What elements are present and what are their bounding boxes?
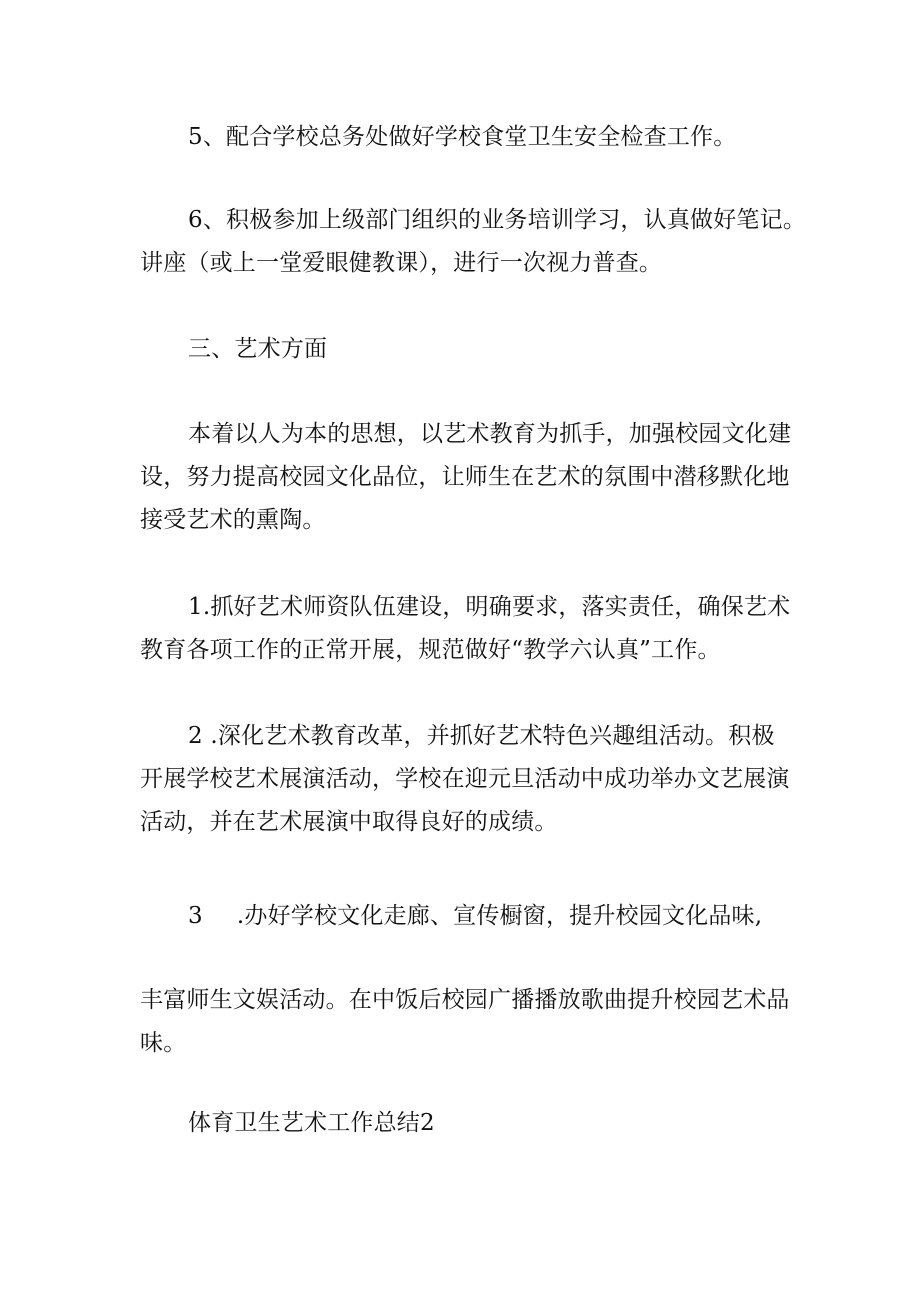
next-section-title: 体育卫生艺术工作总结2 [188,1110,435,1136]
art-item-2-line-2: 开展学校艺术展演活动，学校在迎元旦活动中成功举办文艺展演 [140,766,790,792]
item-6-line-1: 6、积极参加上级部门组织的业务培训学习，认真做好笔记。 [188,207,807,233]
art-item-1-line-1: 1.抓好艺术师资队伍建设，明确要求，落实责任，确保艺术 [188,594,791,620]
item-6-line-2: 讲座（或上一堂爱眼健教课），进行一次视力普查。 [140,250,663,276]
intro-line-3: 接受艺术的熏陶。 [140,507,326,533]
item-5-text: 5、配合学校总务处做好学校食堂卫生安全检查工作。 [188,124,737,150]
section-3-heading: 三、艺术方面 [188,336,328,362]
art-item-2-line-1: 2 .深化艺术教育改革，并抓好艺术特色兴趣组活动。积极 [188,723,775,749]
art-item-3-line-3: 味。 [140,1030,187,1056]
intro-line-2: 设，努力提高校园文化品位，让师生在艺术的氛围中潜移默化地 [140,464,790,490]
art-item-3-number: 3 [188,903,203,929]
art-item-3-line-2: 丰富师生文娱活动。在中饭后校园广播播放歌曲提升校园艺术品 [140,987,790,1013]
art-item-3-line-1 [188,901,762,931]
art-item-1-line-2: 教育各项工作的正常开展，规范做好“教学六认真”工作。 [140,637,721,663]
intro-line-1: 本着以人为本的思想，以艺术教育为抓手，加强校园文化建 [188,421,792,447]
art-item-2-line-3: 活动，并在艺术展演中取得良好的成绩。 [140,809,558,835]
art-item-3-text: .办好学校文化走廊、宣传橱窗，提升校园文化品味, [236,903,763,929]
